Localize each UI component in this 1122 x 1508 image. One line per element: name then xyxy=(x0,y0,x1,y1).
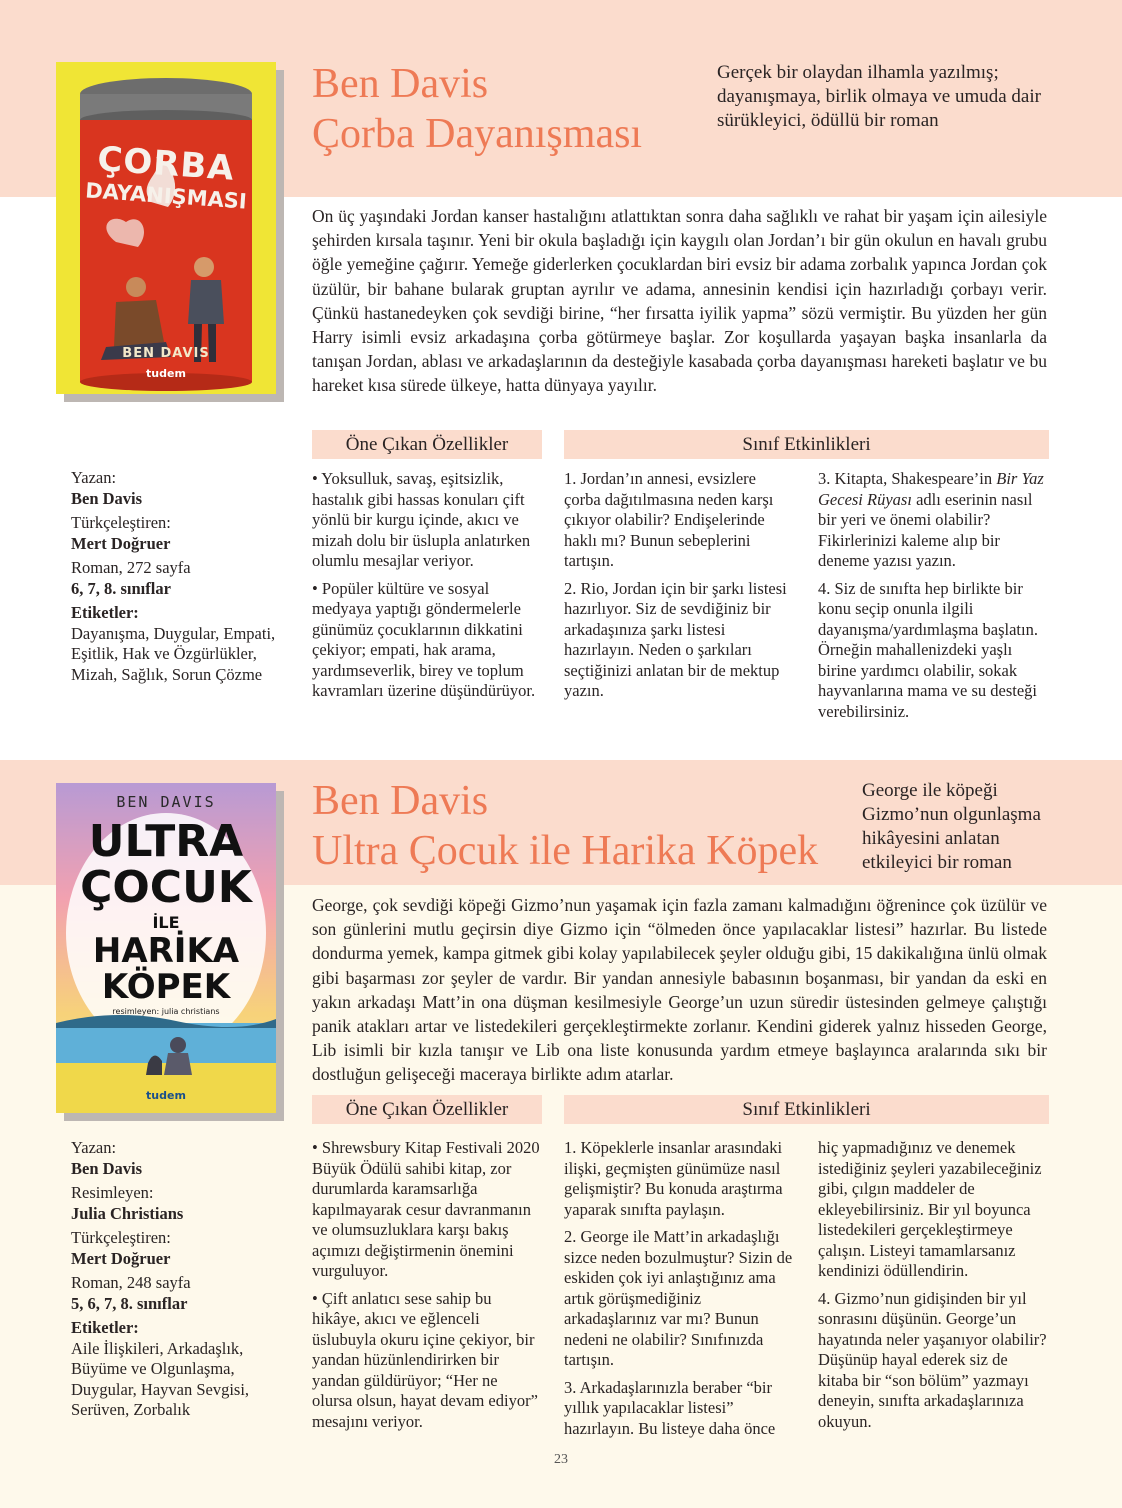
format: Roman, 272 sayfa xyxy=(71,558,191,577)
cover-author: BEN DAVIS xyxy=(122,346,210,361)
book-cover-corba xyxy=(56,62,276,394)
illustrator-label: Resimleyen: xyxy=(71,1183,154,1202)
cover-publisher: tudem xyxy=(146,1089,186,1102)
book2-author-heading: Ben Davis xyxy=(312,778,489,824)
tags: Dayanışma, Duygular, Empati, Eşitlik, Hak ve Özgürlükler, Mizah, Sağlık, Sorun Çözme xyxy=(71,623,276,684)
cover-title-bottom: DAYANIŞMASI xyxy=(84,178,248,214)
book2-meta xyxy=(71,1138,281,1421)
book1-author-heading: Ben Davis xyxy=(312,61,489,107)
author-label: Yazan: xyxy=(71,1138,117,1157)
feature-item: • Shrewsbury Kitap Festivali 2020 Büyük Ödülü sahibi kitap, zor durumlarda karamsarlığa kapılmayarak cesur davranmanın ve olumsuzluklara karşı bakış açımızı değiştirmenin önemini vurguluyor. xyxy=(312,1138,540,1280)
activity-item: 4. Siz de sınıfta hep birlikte bir konu seçip onunla ilgili dayanışma/yardımlaşma başlatın. Örneğin mahallenizdeki yaşlı birine yardımcı olabilir, sokak hayvanlarına mama ve su desteği verebilirsiniz. xyxy=(818,578,1038,721)
feature-item: • Yoksulluk, savaş, eşitsizlik, hastalık gibi hassas konuları çift yönlü bir kurgu içinde, akıcı ve mizah dolu bir üslupla anlatırken olumlu mesajlar veriyor. xyxy=(312,469,531,570)
italic-title: Bir Yaz Gecesi Rüyası xyxy=(818,469,1044,509)
translator-label: Türkçeleştiren: xyxy=(71,513,171,532)
tags-label: Etiketler: xyxy=(71,1318,139,1337)
book2-title-heading: Ultra Çocuk ile Harika Köpek xyxy=(312,828,819,874)
book1-features-heading: Öne Çıkan Özellikler xyxy=(312,430,542,459)
book2-tagline: George ile köpeği Gizmo’nun olgunlaşma hikâyesini anlatan etkileyici bir roman xyxy=(862,780,1041,873)
book1-meta xyxy=(71,468,281,685)
cover-line2: ÇOCUK xyxy=(80,862,252,913)
book1-tagline: Gerçek bir olaydan ilhamla yazılmış; dayanışmaya, birlik olmaya ve umuda dair sürükleyici, ödüllü bir roman xyxy=(717,62,1041,131)
cover-title-top: ÇORBA xyxy=(96,139,236,189)
book2-activities-col2 xyxy=(818,1138,1050,1439)
author-label: Yazan: xyxy=(71,468,117,487)
page-number: 23 xyxy=(554,1452,568,1467)
feature-item: • Çift anlatıcı sese sahip bu hikâye, akıcı ve eğlenceli üslubuyla okuru içine çekiyor, bir yandan hüzünlendirirken bir yandan güldürüyor; “Her ne olursa olsun, hayat devam ediyor” mesajını veriyor. xyxy=(312,1288,538,1431)
activity-item: 1. Köpeklerle insanlar arasındaki ilişki, geçmişten günümüze nasıl gelişmiştir? Bu konuda araştırma yaparak sınıfta paylaşın. xyxy=(564,1138,783,1219)
activity-item: hiç yapmadığınız ve denemek istediğiniz şeyleri yazabileceğiniz gibi, çılgın maddeler de ekleyebilirsiniz. Bir yıl boyunca listedekileri gerçekleştirmeye çalışın. Listeyi tamamlarsanız kendinizi ödüllendirin. xyxy=(818,1138,1042,1280)
activity-item: 4. Gizmo’nun gidişinden bir yıl sonrasını düşünün. George’un hayatında neler yaşanıyor olabilir? Düşünüp hayal ederek siz de kitaba bir “son bölüm” yazmayı deneyin, sınıfta arkadaşlarınıza okuyun. xyxy=(818,1288,1047,1431)
tags-label: Etiketler: xyxy=(71,603,139,622)
translator-name: Mert Doğruer xyxy=(71,1248,171,1268)
book2-features xyxy=(312,1138,540,1439)
translator-label: Türkçeleştiren: xyxy=(71,1228,171,1247)
book1-summary: On üç yaşındaki Jordan kanser hastalığını atlattıktan sonra daha sağlıklı ve rahat bir yaşam için ailesiyle şehirden kırsala taşınır. Yeni bir okula başladığı için kaygılı olan Jordan’ı bir gün okulun en havalı grubu öğle yemeğine çağırır. Yemeğe giderlerken çocuklardan biri evsiz bir adama zorbalık yapınca Jordan çok üzülür, bir bahane bularak gruptan ayrılır ve adama, annesinin kendisi için hazırladığı çorbayı verir. Çünkü hastanedeyken çok sevdiği birine, “her fırsatta iyilik yapma” sözü vermiştir. Bu yüzden her gün Harry isimli evsiz arkadaşına çorba götürmeye başlar. Zor koşullarda yaşayan başka insanlarla da tanışan Jordan, ablası ve arkadaşlarının da desteğiyle kasabada çorba dayanışması hareketi başlatır ve bu hareket kısa sürede ülkeye, hatta dünyaya yayılır. xyxy=(312,206,1047,396)
book-cover-ultra-cocuk xyxy=(56,783,276,1113)
cover-line1: ULTRA xyxy=(88,816,244,867)
book2-summary: George, çok sevdiği köpeği Gizmo’nun yaşamak için fazla zamanı kalmadığını öğrenince çok üzülür ve son günlerini mutlu geçirsin diye Gizmo için “ölmeden önce yapılacaklar listesi” hazırlar. Bu listede dondurma yemek, kampa gitmek gibi kolay yapılabilecek şeyler olduğu gibi, 15 dakikalığına ünlü olmak gibi başarması zor şeyler de vardır. Bir yandan annesiyle babasının boşanması, bir yandan da eski en yakın arkadaşı Matt’in ona düşman kesilmesiyle George’un uzun süredir üstesinden gelmeye çalıştığı panik atakları artar ve listedekileri gerçekleştirmekte zorlanır. Kendini giderek yalnız hisseden George, Lib isimli bir kızla tanışır ve Lib ona liste konusunda yardım etmeye başlayınca aralarında sıkı bir dostluğun gelişeceği maceraya birlikte adım atarlar. xyxy=(312,895,1047,1085)
book1-activities-heading: Sınıf Etkinlikleri xyxy=(564,430,1049,459)
translator-name: Mert Doğruer xyxy=(71,533,171,553)
author-name: Ben Davis xyxy=(71,1158,143,1178)
feature-item: • Popüler kültüre ve sosyal medyaya yaptığı göndermelerle günümüz çocuklarının dikkatini çekiyor; empati, hak arama, yardımseverlik, birey ve toplum kavramları üzerine düşündürüyor. xyxy=(312,578,536,700)
book2-activities-col1 xyxy=(564,1138,796,1446)
activity-item: 2. Rio, Jordan için bir şarkı listesi hazırlıyor. Siz de sevdiğiniz bir arkadaşınıza şarkı listesi hazırlayın. Neden o şarkıları seçtiğinizi anlatan bir de mektup yazın. xyxy=(564,578,787,700)
activity-item: 1. Jordan’ın annesi, evsizlere çorba dağıtılmasına neden karşı çıkıyor olabilir? Endişelerinde haklı mı? Bunun sebeplerini tartışın. xyxy=(564,469,774,570)
grades: 5, 6, 7, 8. sınıflar xyxy=(71,1293,188,1313)
activity-item: 3. Kitapta, Shakespeare’in Bir Yaz Gecesi Rüyası adlı eserinin nasıl bir yeri ve önemi olabilir? Fikirlerinizi kaleme alıp bir deneme yazısı yazın. xyxy=(818,469,1044,570)
format: Roman, 248 sayfa xyxy=(71,1273,191,1292)
grades: 6, 7, 8. sınıflar xyxy=(71,578,171,598)
book2-features-heading: Öne Çıkan Özellikler xyxy=(312,1095,542,1124)
activity-item: 3. Arkadaşlarınızla beraber “bir yıllık yapılacaklar listesi” hazırlayın. Bu listeye daha önce xyxy=(564,1377,776,1438)
illustrator-name: Julia Christians xyxy=(71,1203,184,1223)
cover-author: BEN DAVIS xyxy=(116,793,216,811)
cover-line3: İLE xyxy=(152,913,180,932)
tags: Aile İlişkileri, Arkadaşlık, Büyüme ve Olgunlaşma, Duygular, Hayvan Sevgisi, Serüven, Zorbalık xyxy=(71,1338,250,1419)
cover-line5: KÖPEK xyxy=(101,967,231,1007)
cover-publisher: tudem xyxy=(146,367,186,380)
book2-activities-heading: Sınıf Etkinlikleri xyxy=(564,1095,1049,1124)
cover-line4: HARİKA xyxy=(92,931,240,971)
book1-activities-col1 xyxy=(564,469,792,709)
book1-activities-col2 xyxy=(818,469,1048,729)
book1-title-heading: Çorba Dayanışması xyxy=(312,111,643,157)
cover-illustrator: resimleyen: julia christians xyxy=(112,1007,220,1016)
activity-item: 2. George ile Matt’in arkadaşlığı sizce neden bozulmuştur? Sizin de eskiden çok iyi anlaştığınız ama artık görüşmediğiniz arkadaşlarınız var mı? Bunun nedeni ne olabilir? Sınıfınızda tartışın. xyxy=(564,1227,793,1369)
author-name: Ben Davis xyxy=(71,488,143,508)
book1-features xyxy=(312,469,540,709)
